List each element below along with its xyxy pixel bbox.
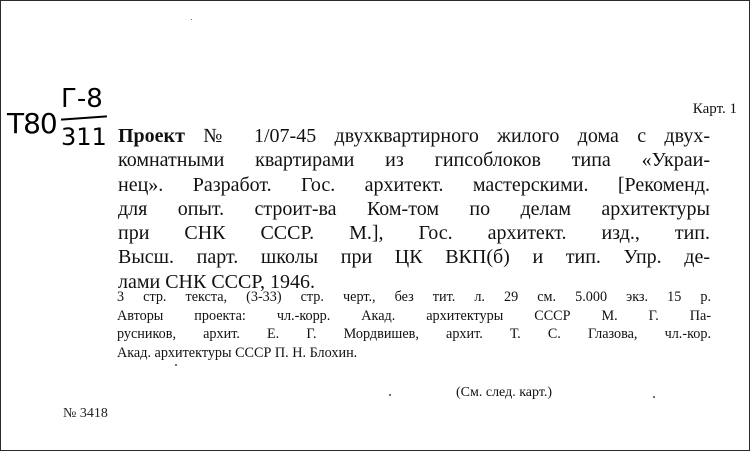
bibliographic-description <box>118 124 710 294</box>
description-line-1-text: № 1/07-45 двухквартирного жилого дома с двух- <box>203 125 710 147</box>
description-line-6: Высш. парт. школы при ЦК ВКП(б) и тип. Упр. де- <box>118 246 710 269</box>
card-number-label: Карт. 1 <box>692 101 737 117</box>
description-line-4: для опыт. строит-ва Ком-том по делам архитектуры <box>118 197 710 220</box>
description-line-7: лами СНК СССР, 1946. <box>118 270 315 293</box>
physical-description-notes <box>117 288 711 362</box>
notes-line-1: 3 стр. текста, (3-33) стр. черт., без тит. л. 29 см. 5.000 экз. 15 р. <box>117 289 711 305</box>
description-line-1 <box>118 124 710 148</box>
see-next-card-note: (См. след. карт.) <box>456 385 553 400</box>
description-line-2: комнатными квартирами из гипсоблоков типа «Украи- <box>118 149 710 172</box>
notes-line-2: Авторы проекта: чл.-корр. Акад. архитектуры СССР М. Г. Па- <box>117 307 711 324</box>
print-speck <box>191 19 192 20</box>
print-speck <box>175 364 177 366</box>
notes-line-3: русников, архит. Е. Г. Мордвишев, архит. Т. С. Глазова, чл.-кор. <box>117 326 711 343</box>
notes-line-4: Акад. архитектуры СССР П. Н. Блохин. <box>117 344 358 361</box>
description-line-3: нец». Разработ. Гос. архитект. мастерскими. [Рекоменд. <box>118 173 710 196</box>
description-line-5: при СНК СССР. М.], Гос. архитект. изд., тип. <box>118 222 710 245</box>
inventory-number: № 3418 <box>63 406 108 421</box>
title-bold-word: Проект <box>118 125 185 147</box>
print-speck <box>389 394 391 396</box>
call-number-main: Т80 <box>7 107 57 140</box>
call-number-divider <box>61 115 107 120</box>
call-number-top: Г-8 <box>61 84 103 114</box>
print-speck <box>653 396 655 398</box>
call-number-bottom: 311 <box>61 123 107 151</box>
